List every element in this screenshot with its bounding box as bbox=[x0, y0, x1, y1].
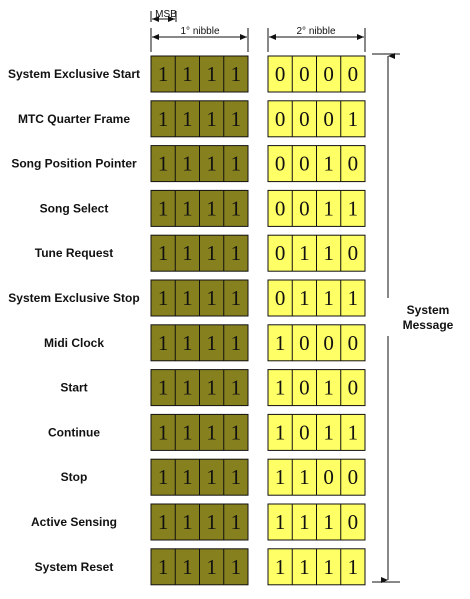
row-label: System Exclusive Start bbox=[7, 67, 141, 81]
nibble2-bit: 0 bbox=[274, 62, 286, 86]
nibble2-label: 2° nibble bbox=[296, 26, 336, 37]
nibble2-bit: 1 bbox=[347, 286, 359, 310]
nibble2-bit: 1 bbox=[274, 420, 286, 445]
nibble1-bit: 1 bbox=[206, 510, 217, 534]
row-label: Midi Clock bbox=[43, 335, 105, 350]
nibble1-bit: 1 bbox=[206, 151, 217, 176]
nibble1-bit: 1 bbox=[157, 375, 169, 400]
header bbox=[151, 9, 365, 52]
nibble2-bit: 1 bbox=[299, 554, 310, 579]
nibble1-bit: 1 bbox=[157, 106, 169, 131]
nibble1-bit: 1 bbox=[182, 375, 193, 400]
nibble2-bit: 1 bbox=[274, 554, 286, 579]
nibble2-bit: 1 bbox=[323, 420, 334, 445]
nibble1-bit: 1 bbox=[182, 286, 193, 310]
row-label: Song Position Pointer bbox=[11, 156, 137, 171]
nibble1-bit: 1 bbox=[157, 196, 169, 221]
nibble2-box bbox=[268, 414, 365, 450]
nibble1-bit: 1 bbox=[182, 196, 193, 221]
nibble1-bit: 1 bbox=[157, 420, 169, 445]
row-label: Song Select bbox=[39, 201, 109, 216]
nibble1-bit: 1 bbox=[230, 196, 242, 221]
nibble2-bit: 1 bbox=[299, 465, 310, 490]
nibble2-bit: 0 bbox=[347, 510, 359, 534]
nibble1-bit: 1 bbox=[206, 196, 217, 221]
nibble1-bit: 1 bbox=[157, 62, 169, 86]
message-row bbox=[11, 146, 365, 182]
nibble2-bit: 0 bbox=[274, 151, 286, 176]
nibble1-bit: 1 bbox=[230, 62, 242, 86]
nibble1-bit: 1 bbox=[182, 330, 193, 355]
nibble1-box bbox=[151, 370, 248, 406]
nibble2-bit: 1 bbox=[274, 465, 286, 490]
nibble2-bit: 1 bbox=[347, 420, 359, 445]
nibble2-bit: 1 bbox=[274, 510, 286, 534]
nibble2-bit: 0 bbox=[274, 106, 286, 131]
nibble2-bit: 0 bbox=[347, 151, 359, 176]
nibble2-bit: 0 bbox=[347, 465, 359, 490]
nibble1-bit: 1 bbox=[206, 420, 217, 445]
nibble2-box bbox=[268, 190, 365, 226]
nibble2-bit: 1 bbox=[274, 375, 286, 400]
nibble1-box bbox=[151, 101, 248, 137]
nibble1-bit: 1 bbox=[206, 554, 217, 579]
nibble2-bit: 0 bbox=[299, 106, 310, 131]
nibble2-bit: 0 bbox=[274, 241, 286, 266]
nibble1-bit: 1 bbox=[230, 330, 242, 355]
row-label: Tune Request bbox=[34, 246, 114, 261]
nibble2-bit: 1 bbox=[299, 286, 310, 310]
nibble2-bit: 0 bbox=[347, 241, 359, 266]
nibble1-bit: 1 bbox=[230, 420, 242, 445]
message-row bbox=[61, 459, 365, 495]
nibble2-bit: 0 bbox=[323, 62, 334, 86]
nibble1-bit: 1 bbox=[157, 554, 169, 579]
nibble1-bit: 1 bbox=[157, 510, 169, 534]
nibble2-bit: 1 bbox=[323, 196, 334, 221]
nibble1-bit: 1 bbox=[182, 554, 193, 579]
nibble2-box bbox=[268, 325, 365, 361]
row-label: Continue bbox=[48, 425, 100, 440]
nibble1-bit: 1 bbox=[157, 330, 169, 355]
nibble1-bit: 1 bbox=[206, 286, 217, 310]
nibble1-bit: 1 bbox=[206, 375, 217, 400]
nibble2-box bbox=[268, 504, 365, 540]
message-row bbox=[35, 549, 365, 585]
nibble1-box bbox=[151, 459, 248, 495]
nibble2-bit: 0 bbox=[299, 196, 310, 221]
nibble1-box bbox=[151, 325, 248, 361]
nibble2-box bbox=[268, 370, 365, 406]
nibble1-bit: 1 bbox=[182, 241, 193, 266]
nibble1-bit: 1 bbox=[157, 241, 169, 266]
nibble2-bit: 0 bbox=[299, 151, 310, 176]
nibble1-bit: 1 bbox=[206, 62, 217, 86]
nibble1-bit: 1 bbox=[182, 510, 193, 534]
nibble1-box bbox=[151, 190, 248, 226]
nibble1-bit: 1 bbox=[157, 286, 169, 310]
nibble2-bit: 1 bbox=[323, 554, 334, 579]
nibble1-bit: 1 bbox=[230, 510, 242, 534]
nibble2-bit: 0 bbox=[299, 420, 310, 445]
nibble2-bit: 0 bbox=[299, 62, 310, 86]
msb-label: MSB bbox=[155, 9, 177, 20]
nibble2-bit: 1 bbox=[347, 106, 359, 131]
nibble1-box bbox=[151, 235, 248, 271]
row-label: MTC Quarter Frame bbox=[17, 111, 131, 126]
message-row bbox=[35, 235, 365, 271]
row-label: Active Sensing bbox=[30, 515, 118, 529]
nibble2-bit: 1 bbox=[323, 375, 334, 400]
nibble2-bit: 0 bbox=[323, 465, 334, 490]
nibble2-box bbox=[268, 146, 365, 182]
message-row bbox=[8, 280, 365, 316]
nibble1-bit: 1 bbox=[230, 106, 242, 131]
nibble1-bit: 1 bbox=[230, 241, 242, 266]
nibble1-box bbox=[151, 549, 248, 585]
nibble2-box bbox=[268, 101, 365, 137]
nibble1-box bbox=[151, 280, 248, 316]
nibble2-bit: 0 bbox=[347, 375, 359, 400]
nibble2-box bbox=[268, 459, 365, 495]
nibble2-bit: 1 bbox=[323, 151, 334, 176]
nibble2-bit: 1 bbox=[323, 510, 334, 534]
nibble2-box bbox=[268, 549, 365, 585]
nibble1-bit: 1 bbox=[206, 241, 217, 266]
nibble2-bit: 1 bbox=[274, 330, 286, 355]
row-label: Stop bbox=[60, 470, 88, 485]
nibble1-box bbox=[151, 414, 248, 450]
nibble1-box bbox=[151, 146, 248, 182]
nibble2-bit: 0 bbox=[299, 330, 310, 355]
nibble2-bit: 0 bbox=[299, 375, 310, 400]
nibble2-bit: 1 bbox=[347, 196, 359, 221]
nibble1-box bbox=[151, 504, 248, 540]
nibble1-box bbox=[151, 56, 248, 92]
nibble2-bit: 0 bbox=[323, 330, 334, 355]
row-label: Start bbox=[60, 380, 88, 395]
nibble1-bit: 1 bbox=[230, 286, 242, 310]
message-row bbox=[18, 101, 365, 137]
nibble1-bit: 1 bbox=[157, 465, 169, 490]
nibble2-bit: 1 bbox=[323, 241, 334, 266]
nibble1-bit: 1 bbox=[230, 151, 242, 176]
nibble1-bit: 1 bbox=[182, 465, 193, 490]
nibble2-box bbox=[268, 56, 365, 92]
message-row bbox=[48, 414, 365, 450]
nibble2-bit: 1 bbox=[299, 510, 310, 534]
row-label: System Reset bbox=[34, 559, 114, 574]
nibble2-bit: 0 bbox=[347, 62, 359, 86]
nibble2-bit: 1 bbox=[299, 241, 310, 266]
nibble2-box bbox=[268, 235, 365, 271]
nibble1-bit: 1 bbox=[182, 151, 193, 176]
nibble2-bit: 0 bbox=[274, 286, 286, 310]
nibble1-label: 1° nibble bbox=[180, 26, 220, 37]
message-rows bbox=[8, 56, 365, 585]
nibble1-bit: 1 bbox=[230, 375, 242, 400]
nibble2-bit: 0 bbox=[323, 106, 334, 131]
nibble1-bit: 1 bbox=[230, 554, 242, 579]
nibble1-bit: 1 bbox=[157, 151, 169, 176]
nibble1-bit: 1 bbox=[206, 465, 217, 490]
message-row bbox=[8, 56, 365, 92]
row-label: System Exclusive Stop bbox=[8, 291, 140, 305]
nibble2-bit: 0 bbox=[347, 330, 359, 355]
system-message-label-line1: System bbox=[406, 303, 450, 317]
nibble1-bit: 1 bbox=[230, 465, 242, 490]
nibble1-bit: 1 bbox=[206, 106, 217, 131]
nibble1-bit: 1 bbox=[182, 62, 193, 86]
system-message-label-line2: Message bbox=[402, 318, 454, 332]
nibble2-bit: 1 bbox=[347, 554, 359, 579]
nibble1-bit: 1 bbox=[206, 330, 217, 355]
nibble1-bit: 1 bbox=[182, 420, 193, 445]
nibble2-bit: 0 bbox=[274, 196, 286, 221]
nibble2-bit: 1 bbox=[323, 286, 334, 310]
nibble2-box bbox=[268, 280, 365, 316]
message-row bbox=[60, 370, 365, 406]
message-row bbox=[44, 325, 365, 361]
message-row bbox=[31, 504, 365, 540]
message-row bbox=[40, 190, 365, 226]
system-message-bracket bbox=[372, 54, 454, 582]
nibble1-bit: 1 bbox=[182, 106, 193, 131]
